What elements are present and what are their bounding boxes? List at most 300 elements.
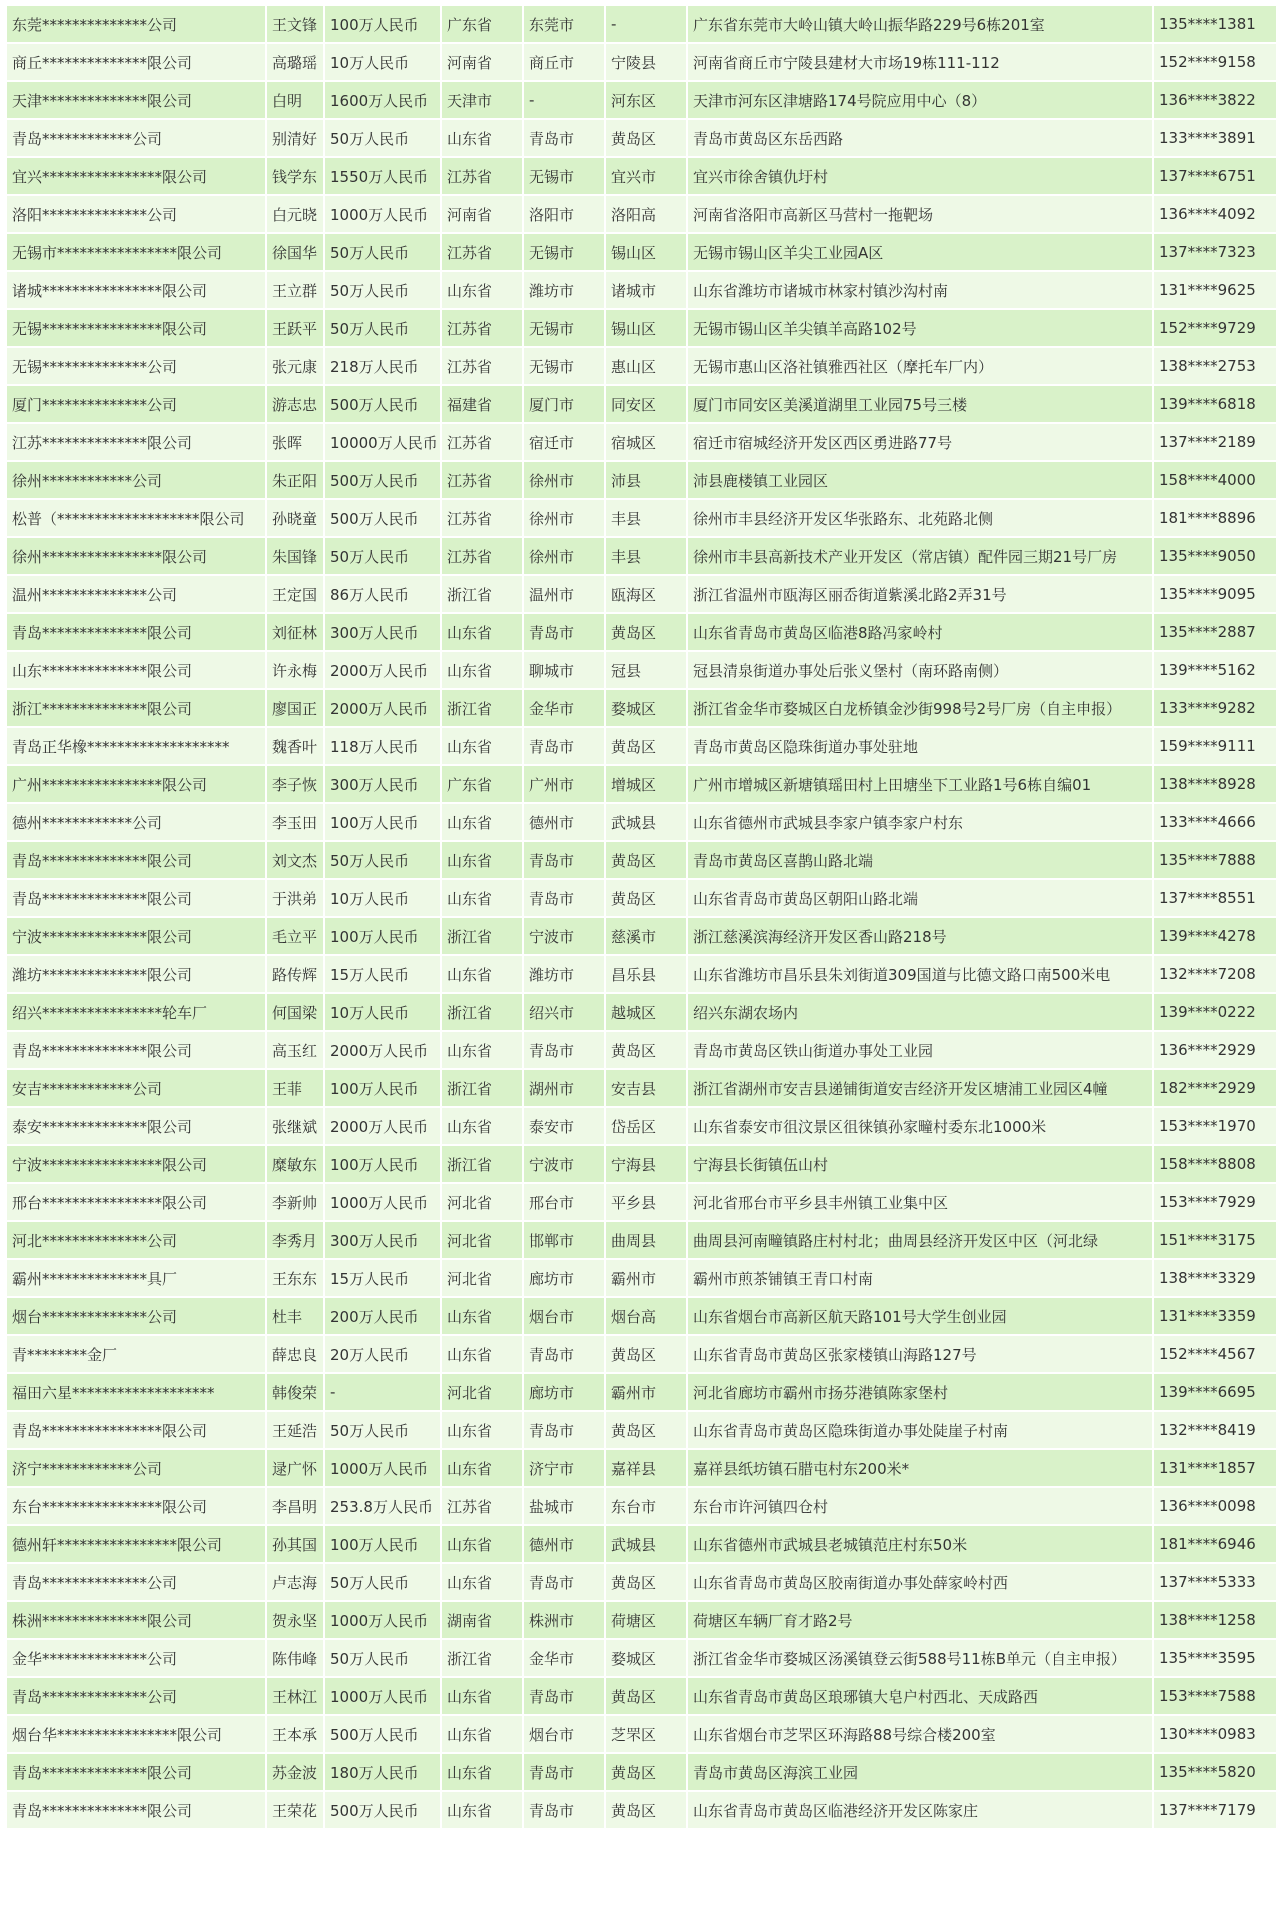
- province-cell: 江苏省: [442, 234, 522, 270]
- city-cell: 宁波市: [524, 918, 604, 954]
- legal-rep-cell: 糜敏东: [267, 1146, 323, 1182]
- registered-capital-cell: -: [325, 1374, 440, 1410]
- address-cell: 山东省烟台市高新区航天路101号大学生创业园: [688, 1298, 1152, 1334]
- company-name-cell: 东莞**************公司: [7, 6, 265, 42]
- address-cell: 冠县清泉街道办事处后张义堡村（南环路南侧）: [688, 652, 1152, 688]
- legal-rep-cell: 白明: [267, 82, 323, 118]
- company-name-cell: 天津**************限公司: [7, 82, 265, 118]
- province-cell: 山东省: [442, 1298, 522, 1334]
- district-cell: 丰县: [606, 500, 686, 536]
- table-row: [7, 462, 1276, 498]
- city-cell: 青岛市: [524, 1754, 604, 1790]
- phone-cell: 152****4567: [1154, 1336, 1276, 1372]
- phone-cell: 139****5162: [1154, 652, 1276, 688]
- city-cell: 泰安市: [524, 1108, 604, 1144]
- company-name-cell: 东台****************限公司: [7, 1488, 265, 1524]
- phone-cell: 137****8551: [1154, 880, 1276, 916]
- table-row: [7, 576, 1276, 612]
- table-row: [7, 1488, 1276, 1524]
- address-cell: 山东省泰安市徂汶景区徂徕镇孙家疃村委东北1000米: [688, 1108, 1152, 1144]
- table-row: [7, 348, 1276, 384]
- legal-rep-cell: 白元晓: [267, 196, 323, 232]
- legal-rep-cell: 李昌明: [267, 1488, 323, 1524]
- table-row: [7, 1032, 1276, 1068]
- phone-cell: 136****2929: [1154, 1032, 1276, 1068]
- city-cell: 青岛市: [524, 1032, 604, 1068]
- phone-cell: 151****3175: [1154, 1222, 1276, 1258]
- legal-rep-cell: 陈伟峰: [267, 1640, 323, 1676]
- city-cell: 济宁市: [524, 1450, 604, 1486]
- address-cell: 青岛市黄岛区东岳西路: [688, 120, 1152, 156]
- phone-cell: 139****4278: [1154, 918, 1276, 954]
- address-cell: 嘉祥县纸坊镇石腊屯村东200米*: [688, 1450, 1152, 1486]
- address-cell: 广东省东莞市大岭山镇大岭山振华路229号6栋201室: [688, 6, 1152, 42]
- registered-capital-cell: 2000万人民币: [325, 652, 440, 688]
- company-name-cell: 济宁************公司: [7, 1450, 265, 1486]
- city-cell: 烟台市: [524, 1716, 604, 1752]
- legal-rep-cell: 别清好: [267, 120, 323, 156]
- province-cell: 河北省: [442, 1222, 522, 1258]
- phone-cell: 133****3891: [1154, 120, 1276, 156]
- city-cell: 青岛市: [524, 1564, 604, 1600]
- district-cell: -: [606, 6, 686, 42]
- registered-capital-cell: 2000万人民币: [325, 1032, 440, 1068]
- table-row: [7, 310, 1276, 346]
- phone-cell: 138****2753: [1154, 348, 1276, 384]
- province-cell: 河北省: [442, 1374, 522, 1410]
- district-cell: 河东区: [606, 82, 686, 118]
- district-cell: 昌乐县: [606, 956, 686, 992]
- address-cell: 浙江省湖州市安吉县递铺街道安吉经济开发区塘浦工业园区4幢: [688, 1070, 1152, 1106]
- city-cell: 青岛市: [524, 120, 604, 156]
- table-row: [7, 196, 1276, 232]
- province-cell: 江苏省: [442, 500, 522, 536]
- table-row: [7, 158, 1276, 194]
- phone-cell: 135****2887: [1154, 614, 1276, 650]
- province-cell: 江苏省: [442, 310, 522, 346]
- district-cell: 宁海县: [606, 1146, 686, 1182]
- table-row: [7, 1716, 1276, 1752]
- city-cell: 徐州市: [524, 538, 604, 574]
- legal-rep-cell: 王延浩: [267, 1412, 323, 1448]
- province-cell: 山东省: [442, 1754, 522, 1790]
- city-cell: 青岛市: [524, 1792, 604, 1828]
- city-cell: 洛阳市: [524, 196, 604, 232]
- legal-rep-cell: 李玉田: [267, 804, 323, 840]
- district-cell: 丰县: [606, 538, 686, 574]
- registered-capital-cell: 15万人民币: [325, 1260, 440, 1296]
- legal-rep-cell: 韩俊荣: [267, 1374, 323, 1410]
- district-cell: 婺城区: [606, 1640, 686, 1676]
- legal-rep-cell: 高玉红: [267, 1032, 323, 1068]
- city-cell: 邯郸市: [524, 1222, 604, 1258]
- registered-capital-cell: 50万人民币: [325, 538, 440, 574]
- table-row: [7, 1640, 1276, 1676]
- company-name-cell: 商丘**************限公司: [7, 44, 265, 80]
- table-row: [7, 1260, 1276, 1296]
- province-cell: 江苏省: [442, 538, 522, 574]
- table-row: [7, 728, 1276, 764]
- city-cell: 青岛市: [524, 728, 604, 764]
- company-name-cell: 潍坊**************限公司: [7, 956, 265, 992]
- phone-cell: 137****5333: [1154, 1564, 1276, 1600]
- table-row: [7, 120, 1276, 156]
- company-name-cell: 青岛**************公司: [7, 1564, 265, 1600]
- table-row: [7, 272, 1276, 308]
- district-cell: 越城区: [606, 994, 686, 1030]
- legal-rep-cell: 孙其国: [267, 1526, 323, 1562]
- registered-capital-cell: 1000万人民币: [325, 1450, 440, 1486]
- legal-rep-cell: 贺永坚: [267, 1602, 323, 1638]
- district-cell: 黄岛区: [606, 1792, 686, 1828]
- address-cell: 青岛市黄岛区海滨工业园: [688, 1754, 1152, 1790]
- province-cell: 山东省: [442, 1108, 522, 1144]
- city-cell: 青岛市: [524, 842, 604, 878]
- district-cell: 东台市: [606, 1488, 686, 1524]
- phone-cell: 138****8928: [1154, 766, 1276, 802]
- legal-rep-cell: 薛忠良: [267, 1336, 323, 1372]
- city-cell: 东莞市: [524, 6, 604, 42]
- address-cell: 东台市许河镇四仓村: [688, 1488, 1152, 1524]
- legal-rep-cell: 王菲: [267, 1070, 323, 1106]
- registered-capital-cell: 50万人民币: [325, 310, 440, 346]
- phone-cell: 131****3359: [1154, 1298, 1276, 1334]
- province-cell: 山东省: [442, 652, 522, 688]
- province-cell: 江苏省: [442, 424, 522, 460]
- district-cell: 黄岛区: [606, 842, 686, 878]
- district-cell: 黄岛区: [606, 1032, 686, 1068]
- phone-cell: 139****6818: [1154, 386, 1276, 422]
- address-cell: 山东省青岛市黄岛区临港经济开发区陈家庄: [688, 1792, 1152, 1828]
- city-cell: 宁波市: [524, 1146, 604, 1182]
- city-cell: 商丘市: [524, 44, 604, 80]
- phone-cell: 137****7323: [1154, 234, 1276, 270]
- district-cell: 慈溪市: [606, 918, 686, 954]
- province-cell: 浙江省: [442, 1146, 522, 1182]
- district-cell: 黄岛区: [606, 1336, 686, 1372]
- registered-capital-cell: 500万人民币: [325, 1792, 440, 1828]
- table-row: [7, 1754, 1276, 1790]
- phone-cell: 131****9625: [1154, 272, 1276, 308]
- city-cell: 德州市: [524, 804, 604, 840]
- province-cell: 天津市: [442, 82, 522, 118]
- legal-rep-cell: 王本承: [267, 1716, 323, 1752]
- table-row: [7, 804, 1276, 840]
- district-cell: 平乡县: [606, 1184, 686, 1220]
- province-cell: 山东省: [442, 956, 522, 992]
- registered-capital-cell: 300万人民币: [325, 614, 440, 650]
- city-cell: 湖州市: [524, 1070, 604, 1106]
- registered-capital-cell: 10000万人民币: [325, 424, 440, 460]
- company-name-cell: 福田六星*******************: [7, 1374, 265, 1410]
- company-name-cell: 河北**************公司: [7, 1222, 265, 1258]
- legal-rep-cell: 苏金波: [267, 1754, 323, 1790]
- company-name-cell: 金华**************公司: [7, 1640, 265, 1676]
- legal-rep-cell: 徐国华: [267, 234, 323, 270]
- province-cell: 河北省: [442, 1184, 522, 1220]
- registered-capital-cell: 118万人民币: [325, 728, 440, 764]
- province-cell: 浙江省: [442, 690, 522, 726]
- address-cell: 山东省青岛市黄岛区朝阳山路北端: [688, 880, 1152, 916]
- table-row: [7, 1374, 1276, 1410]
- province-cell: 江苏省: [442, 158, 522, 194]
- company-name-cell: 徐州************公司: [7, 462, 265, 498]
- address-cell: 浙江慈溪滨海经济开发区香山路218号: [688, 918, 1152, 954]
- phone-cell: 152****9158: [1154, 44, 1276, 80]
- table-row: [7, 82, 1276, 118]
- city-cell: 青岛市: [524, 1412, 604, 1448]
- company-name-cell: 德州************公司: [7, 804, 265, 840]
- address-cell: 河南省洛阳市高新区马营村一拖靶场: [688, 196, 1152, 232]
- phone-cell: 135****9095: [1154, 576, 1276, 612]
- city-cell: 廊坊市: [524, 1374, 604, 1410]
- company-name-cell: 烟台华****************限公司: [7, 1716, 265, 1752]
- registered-capital-cell: 300万人民币: [325, 766, 440, 802]
- phone-cell: 133****4666: [1154, 804, 1276, 840]
- province-cell: 河北省: [442, 1260, 522, 1296]
- district-cell: 宿城区: [606, 424, 686, 460]
- phone-cell: 136****3822: [1154, 82, 1276, 118]
- registered-capital-cell: 1000万人民币: [325, 196, 440, 232]
- province-cell: 山东省: [442, 272, 522, 308]
- district-cell: 黄岛区: [606, 1754, 686, 1790]
- province-cell: 浙江省: [442, 1640, 522, 1676]
- district-cell: 霸州市: [606, 1374, 686, 1410]
- phone-cell: 139****6695: [1154, 1374, 1276, 1410]
- table-row: [7, 1184, 1276, 1220]
- phone-cell: 158****8808: [1154, 1146, 1276, 1182]
- phone-cell: 159****9111: [1154, 728, 1276, 764]
- city-cell: 聊城市: [524, 652, 604, 688]
- district-cell: 宁陵县: [606, 44, 686, 80]
- city-cell: 德州市: [524, 1526, 604, 1562]
- table-row: [7, 994, 1276, 1030]
- company-name-cell: 安吉************公司: [7, 1070, 265, 1106]
- table-row: [7, 1602, 1276, 1638]
- registered-capital-cell: 10万人民币: [325, 44, 440, 80]
- company-name-cell: 青岛**************限公司: [7, 1032, 265, 1068]
- address-cell: 曲周县河南疃镇路庄村村北；曲周县经济开发区中区（河北绿: [688, 1222, 1152, 1258]
- legal-rep-cell: 王东东: [267, 1260, 323, 1296]
- province-cell: 山东省: [442, 880, 522, 916]
- table-row: [7, 842, 1276, 878]
- province-cell: 江苏省: [442, 1488, 522, 1524]
- table-row: [7, 766, 1276, 802]
- district-cell: 增城区: [606, 766, 686, 802]
- registered-capital-cell: 50万人民币: [325, 120, 440, 156]
- province-cell: 福建省: [442, 386, 522, 422]
- phone-cell: 132****7208: [1154, 956, 1276, 992]
- address-cell: 山东省德州市武城县李家户镇李家户村东: [688, 804, 1152, 840]
- province-cell: 山东省: [442, 1032, 522, 1068]
- table-row: [7, 956, 1276, 992]
- province-cell: 河南省: [442, 196, 522, 232]
- company-name-cell: 青岛**************限公司: [7, 614, 265, 650]
- company-name-cell: 广州****************限公司: [7, 766, 265, 802]
- address-cell: 绍兴东湖农场内: [688, 994, 1152, 1030]
- city-cell: 金华市: [524, 690, 604, 726]
- table-row: [7, 1146, 1276, 1182]
- province-cell: 山东省: [442, 1450, 522, 1486]
- address-cell: 山东省青岛市黄岛区隐珠街道办事处陡崖子村南: [688, 1412, 1152, 1448]
- legal-rep-cell: 王文锋: [267, 6, 323, 42]
- phone-cell: 139****0222: [1154, 994, 1276, 1030]
- phone-cell: 131****1857: [1154, 1450, 1276, 1486]
- address-cell: 青岛市黄岛区铁山街道办事处工业园: [688, 1032, 1152, 1068]
- registered-capital-cell: 500万人民币: [325, 386, 440, 422]
- address-cell: 宜兴市徐舍镇仇圩村: [688, 158, 1152, 194]
- company-name-cell: 江苏**************限公司: [7, 424, 265, 460]
- table-row: [7, 880, 1276, 916]
- legal-rep-cell: 何国梁: [267, 994, 323, 1030]
- phone-cell: 132****8419: [1154, 1412, 1276, 1448]
- table-row: [7, 918, 1276, 954]
- address-cell: 山东省青岛市黄岛区张家楼镇山海路127号: [688, 1336, 1152, 1372]
- address-cell: 厦门市同安区美溪道湖里工业园75号三楼: [688, 386, 1152, 422]
- district-cell: 霸州市: [606, 1260, 686, 1296]
- company-name-cell: 浙江**************限公司: [7, 690, 265, 726]
- province-cell: 浙江省: [442, 576, 522, 612]
- legal-rep-cell: 王立群: [267, 272, 323, 308]
- registered-capital-cell: 218万人民币: [325, 348, 440, 384]
- legal-rep-cell: 刘文杰: [267, 842, 323, 878]
- legal-rep-cell: 魏香叶: [267, 728, 323, 764]
- province-cell: 浙江省: [442, 918, 522, 954]
- city-cell: 无锡市: [524, 158, 604, 194]
- phone-cell: 135****9050: [1154, 538, 1276, 574]
- legal-rep-cell: 刘征林: [267, 614, 323, 650]
- table-row: [7, 1222, 1276, 1258]
- province-cell: 浙江省: [442, 994, 522, 1030]
- registered-capital-cell: 1550万人民币: [325, 158, 440, 194]
- province-cell: 山东省: [442, 728, 522, 764]
- company-name-cell: 泰安**************限公司: [7, 1108, 265, 1144]
- phone-cell: 153****1970: [1154, 1108, 1276, 1144]
- city-cell: 无锡市: [524, 348, 604, 384]
- address-cell: 广州市增城区新塘镇瑶田村上田塘坐下工业路1号6栋自编01: [688, 766, 1152, 802]
- table-row: [7, 386, 1276, 422]
- company-name-cell: 松普（*******************限公司: [7, 500, 265, 536]
- city-cell: -: [524, 82, 604, 118]
- legal-rep-cell: 李新帅: [267, 1184, 323, 1220]
- registered-capital-cell: 1000万人民币: [325, 1602, 440, 1638]
- address-cell: 徐州市丰县高新技术产业开发区（常店镇）配件园三期21号厂房: [688, 538, 1152, 574]
- company-name-cell: 洛阳**************公司: [7, 196, 265, 232]
- city-cell: 邢台市: [524, 1184, 604, 1220]
- table-row: [7, 1298, 1276, 1334]
- company-name-cell: 温州**************公司: [7, 576, 265, 612]
- address-cell: 山东省潍坊市昌乐县朱刘街道309国道与比德文路口南500米电: [688, 956, 1152, 992]
- phone-cell: 135****7888: [1154, 842, 1276, 878]
- district-cell: 武城县: [606, 1526, 686, 1562]
- address-cell: 荷塘区车辆厂育才路2号: [688, 1602, 1152, 1638]
- table-row: [7, 1412, 1276, 1448]
- registered-capital-cell: 2000万人民币: [325, 1108, 440, 1144]
- company-name-cell: 绍兴****************轮车厂: [7, 994, 265, 1030]
- district-cell: 婺城区: [606, 690, 686, 726]
- company-name-cell: 邢台****************限公司: [7, 1184, 265, 1220]
- province-cell: 山东省: [442, 1336, 522, 1372]
- company-name-cell: 青岛**************限公司: [7, 880, 265, 916]
- company-name-cell: 宁波****************限公司: [7, 1146, 265, 1182]
- registered-capital-cell: 50万人民币: [325, 842, 440, 878]
- city-cell: 潍坊市: [524, 272, 604, 308]
- address-cell: 山东省德州市武城县老城镇范庄村东50米: [688, 1526, 1152, 1562]
- district-cell: 黄岛区: [606, 880, 686, 916]
- table-row: [7, 1336, 1276, 1372]
- registered-capital-cell: 100万人民币: [325, 6, 440, 42]
- district-cell: 嘉祥县: [606, 1450, 686, 1486]
- address-cell: 浙江省金华市婺城区汤溪镇登云街588号11栋B单元（自主申报）: [688, 1640, 1152, 1676]
- table-row: [7, 1070, 1276, 1106]
- district-cell: 锡山区: [606, 234, 686, 270]
- phone-cell: 135****3595: [1154, 1640, 1276, 1676]
- company-name-cell: 青岛************公司: [7, 120, 265, 156]
- registered-capital-cell: 500万人民币: [325, 1716, 440, 1752]
- city-cell: 烟台市: [524, 1298, 604, 1334]
- table-row: [7, 424, 1276, 460]
- district-cell: 烟台高: [606, 1298, 686, 1334]
- company-name-cell: 厦门**************公司: [7, 386, 265, 422]
- city-cell: 绍兴市: [524, 994, 604, 1030]
- district-cell: 黄岛区: [606, 1564, 686, 1600]
- city-cell: 青岛市: [524, 614, 604, 650]
- address-cell: 无锡市锡山区羊尖工业园A区: [688, 234, 1152, 270]
- phone-cell: 158****4000: [1154, 462, 1276, 498]
- table-row: [7, 1108, 1276, 1144]
- district-cell: 黄岛区: [606, 728, 686, 764]
- city-cell: 青岛市: [524, 880, 604, 916]
- province-cell: 山东省: [442, 1564, 522, 1600]
- city-cell: 广州市: [524, 766, 604, 802]
- registered-capital-cell: 1600万人民币: [325, 82, 440, 118]
- phone-cell: 152****9729: [1154, 310, 1276, 346]
- table-row: [7, 1678, 1276, 1714]
- city-cell: 温州市: [524, 576, 604, 612]
- legal-rep-cell: 张元康: [267, 348, 323, 384]
- registered-capital-cell: 100万人民币: [325, 918, 440, 954]
- legal-rep-cell: 于洪弟: [267, 880, 323, 916]
- legal-rep-cell: 逯广怀: [267, 1450, 323, 1486]
- table-row: [7, 44, 1276, 80]
- legal-rep-cell: 王林江: [267, 1678, 323, 1714]
- legal-rep-cell: 廖国正: [267, 690, 323, 726]
- district-cell: 黄岛区: [606, 614, 686, 650]
- registered-capital-cell: 180万人民币: [325, 1754, 440, 1790]
- district-cell: 岱岳区: [606, 1108, 686, 1144]
- province-cell: 山东省: [442, 120, 522, 156]
- province-cell: 江苏省: [442, 348, 522, 384]
- city-cell: 青岛市: [524, 1336, 604, 1372]
- company-name-cell: 青岛**************公司: [7, 1678, 265, 1714]
- address-cell: 宁海县长街镇伍山村: [688, 1146, 1152, 1182]
- city-cell: 廊坊市: [524, 1260, 604, 1296]
- district-cell: 诸城市: [606, 272, 686, 308]
- legal-rep-cell: 张继斌: [267, 1108, 323, 1144]
- table-row: [7, 6, 1276, 42]
- company-name-cell: 德州轩****************限公司: [7, 1526, 265, 1562]
- phone-cell: 136****0098: [1154, 1488, 1276, 1524]
- phone-cell: 181****8896: [1154, 500, 1276, 536]
- legal-rep-cell: 李秀月: [267, 1222, 323, 1258]
- table-row: [7, 614, 1276, 650]
- table-row: [7, 538, 1276, 574]
- registered-capital-cell: 10万人民币: [325, 994, 440, 1030]
- district-cell: 黄岛区: [606, 1412, 686, 1448]
- phone-cell: 137****7179: [1154, 1792, 1276, 1828]
- legal-rep-cell: 高璐瑶: [267, 44, 323, 80]
- legal-rep-cell: 王荣花: [267, 1792, 323, 1828]
